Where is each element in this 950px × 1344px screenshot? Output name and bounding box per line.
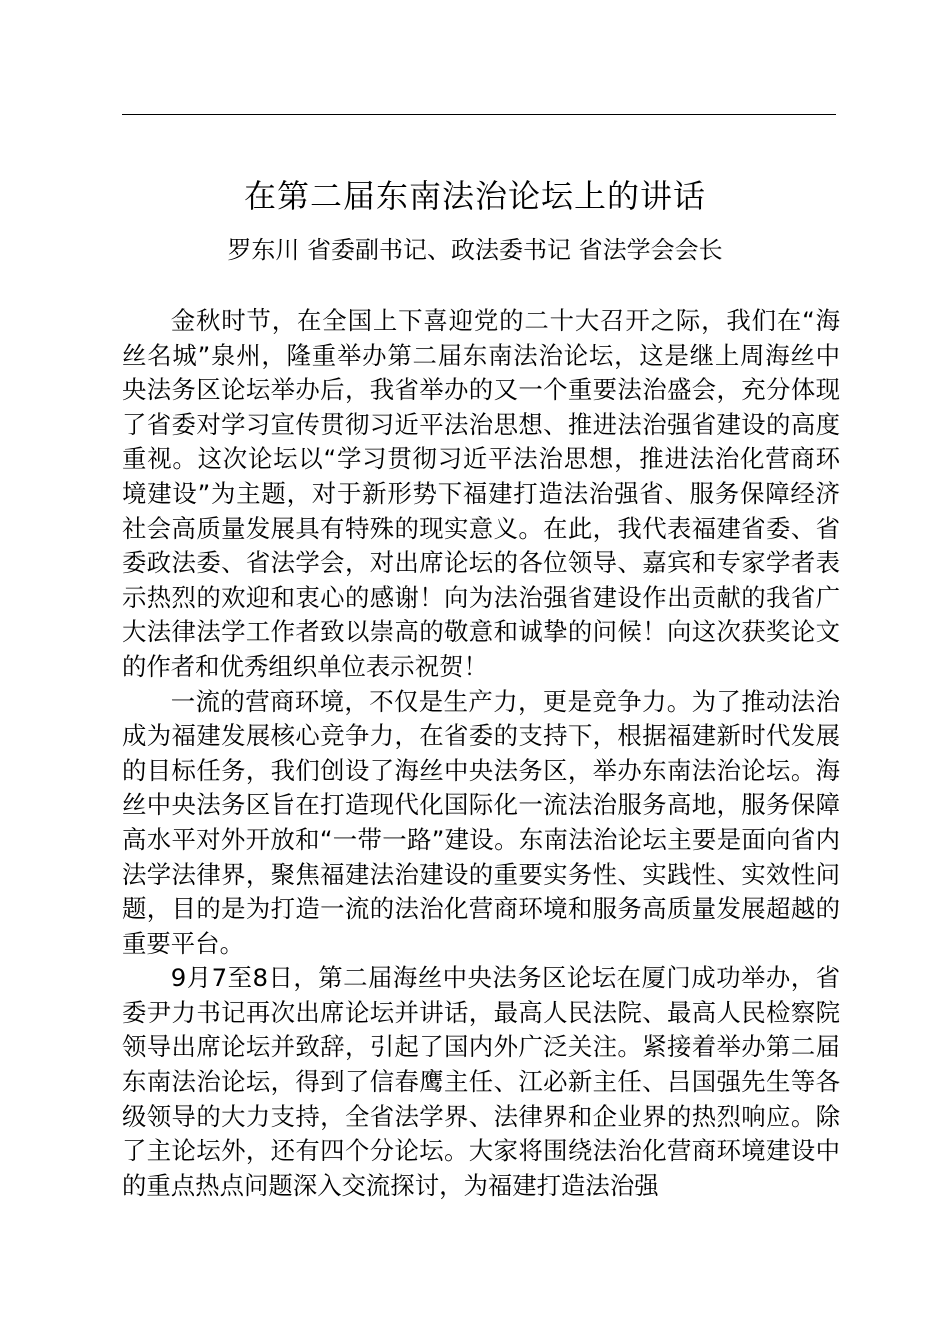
document-title: 在第二届东南法治论坛上的讲话 xyxy=(243,177,706,215)
paragraph-3: 9月7至8日，第二届海丝中央法务区论坛在厦门成功举办，省委尹力书记再次出席论坛并讲话，最高人民法院、最高人民检察院领导出席论坛并致辞，引起了国内外广泛关注。紧接着举办第二届东南法治论坛，得到了信春鹰主任、江必新主任、吕国强先生等各级领导的大力支持，全省法学界、法律界和企业界的热烈响应。除了主论坛外，还有四个分论坛。大家将围绕法治化营商环境建设中的重点热点问题深入交流探讨，为福建打造法治强 xyxy=(122,963,840,1200)
header-rule xyxy=(122,114,836,115)
document-body xyxy=(122,304,840,1203)
paragraph-2: 一流的营商环境，不仅是生产力，更是竞争力。为了推动法治成为福建发展核心竞争力，在省委的支持下，根据福建新时代发展的目标任务，我们创设了海丝中央法务区，举办东南法治论坛。海丝中央法务区旨在打造现代化国际化一流法治服务高地，服务保障高水平对外开放和“一带一路”建设。东南法治论坛主要是面向省内法学法律界，聚焦福建法治建设的重要实务性、实践性、实效性问题，目的是为打造一流的法治化营商环境和服务高质量发展超越的重要平台。 xyxy=(122,686,840,958)
paragraph-1: 金秋时节，在全国上下喜迎党的二十大召开之际，我们在“海丝名城”泉州，隆重举办第二届东南法治论坛，这是继上周海丝中央法务区论坛举办后，我省举办的又一个重要法治盛会，充分体现了省委对学习宣传贯彻习近平法治思想、推进法治强省建设的高度重视。这次论坛以“学习贯彻习近平法治思想，推进法治化营商环境建设”为主题，对于新形势下福建打造法治强省、服务保障经济社会高质量发展具有特殊的现实意义。在此，我代表福建省委、省委政法委、省法学会，对出席论坛的各位领导、嘉宾和专家学者表示热烈的欢迎和衷心的感谢！向为法治强省建设作出贡献的我省广大法律法学工作者致以崇高的敬意和诚挚的问候！向这次获奖论文的作者和优秀组织单位表示祝贺！ xyxy=(122,306,840,681)
author-byline: 罗东川 省委副书记、政法委书记 省法学会会长 xyxy=(227,236,723,264)
